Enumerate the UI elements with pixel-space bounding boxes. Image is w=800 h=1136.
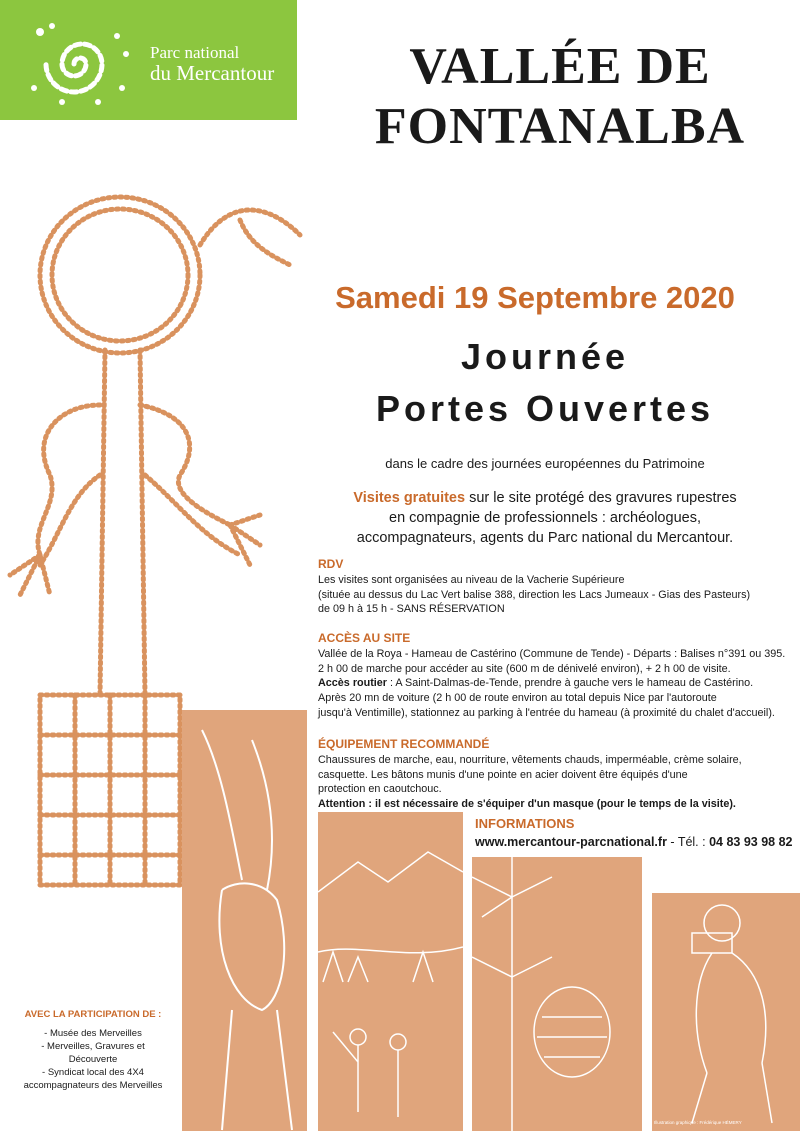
ranger-illustration-panel (652, 893, 800, 1131)
equipement-line1: Chaussures de marche, eau, nourriture, vêtements chauds, imperméable, crème solaire, (318, 753, 742, 766)
phone-separator: - Tél. : (666, 835, 710, 849)
acces-route-label: Accès routier (318, 677, 388, 690)
pine-cone-icon (472, 857, 642, 1131)
binoculars-person-icon (652, 893, 800, 1131)
partners-heading: AVEC LA PARTICIPATION DE : (24, 1009, 162, 1020)
website-link[interactable]: www.mercantour-parcnational.fr (475, 835, 667, 849)
acces-heading: ACCÈS AU SITE (318, 631, 411, 645)
spiral-logo-icon (22, 18, 147, 108)
acces-line2: 2 h 00 de marche pour accéder au site (600 m de dénivelé environ), + 2 h 00 de visite. (318, 662, 731, 675)
ibex-illustration-panel (182, 710, 307, 1131)
visites-line3: accompagnateurs, agents du Parc national du Mercantour. (356, 530, 734, 546)
partners-block (8, 1008, 178, 1092)
event-context: dans le cadre des journées européennes du Patrimoine (385, 456, 705, 471)
ibex-icon (182, 710, 307, 1131)
partner-item-2b: Découverte (68, 1054, 118, 1065)
event-date: Samedi 19 Septembre 2020 (335, 280, 735, 315)
rdv-heading: RDV (318, 557, 344, 571)
pine-illustration-panel (472, 857, 642, 1131)
acces-line5: jusqu'à Ventimille), stationnez au parking à l'entrée du hameau (à proximité du chalet d'accueil). (318, 706, 775, 719)
rdv-line2: (située au dessus du Lac Vert balise 388, direction les Lacs Jumeaux - Gias des Pasteurs) (318, 588, 751, 601)
equipement-line2: casquette. Les bâtons munis d'une pointe en acier doivent être équipés d'une (318, 768, 688, 781)
event-title-line2: Portes Ouvertes (375, 388, 715, 429)
informations-heading: INFORMATIONS (475, 816, 575, 831)
partner-item-2: - Merveilles, Gravures et (41, 1041, 145, 1052)
logo-text (150, 44, 274, 84)
title-line1: VALLÉE DE (409, 38, 711, 95)
phone-number: 04 83 93 98 82 (709, 835, 793, 849)
rdv-line1: Les visites sont organisées au niveau de la Vacherie Supérieure (318, 573, 625, 586)
equipement-line3: protection en caoutchouc. (318, 783, 442, 796)
acces-line3: : A Saint-Dalmas-de-Tende, prendre à gauche vers le hameau de Castérino. (387, 677, 754, 690)
visites-line1: sur le site protégé des gravures rupestres (465, 490, 737, 506)
informations-line (475, 835, 793, 849)
partner-item-3: - Syndicat local des 4X4 (42, 1067, 144, 1078)
equipement-heading: ÉQUIPEMENT RECOMMANDÉ (318, 737, 490, 751)
logo-line2: du Mercantour (150, 61, 275, 85)
partner-item-1: - Musée des Merveilles (44, 1028, 142, 1039)
landscape-illustration-panel (318, 812, 463, 1131)
illustration-credit: Illustration graphique : Frédérique HÉMERY (654, 1120, 742, 1125)
logo-block (0, 0, 297, 120)
equipement-attention: Attention : il est nécessaire de s'équiper d'un masque (pour le temps de la visite). (318, 798, 736, 811)
acces-line1: Vallée de la Roya - Hameau de Castérino (Commune de Tende) - Départs : Balises n°391 ou 395. (318, 647, 786, 660)
title-line2: FONTANALBA (374, 98, 746, 155)
equipement-section (318, 737, 798, 812)
acces-line4: Après 20 mn de voiture (2 h 00 de route environ au total depuis Nice par l'autoroute (318, 692, 717, 705)
visites-paragraph (290, 488, 800, 548)
visites-highlight: Visites gratuites (353, 490, 466, 506)
logo-line1: Parc national (150, 43, 240, 62)
event-title-line1: Journée (460, 336, 630, 377)
hikers-icon (318, 812, 463, 1131)
visites-line2: en compagnie de professionnels : archéologues, (389, 510, 701, 526)
rdv-section (318, 557, 798, 617)
acces-section (318, 631, 798, 721)
partner-item-3b: accompagnateurs des Merveilles (23, 1080, 163, 1091)
rdv-line3: de 09 h à 15 h - SANS RÉSERVATION (318, 603, 505, 616)
